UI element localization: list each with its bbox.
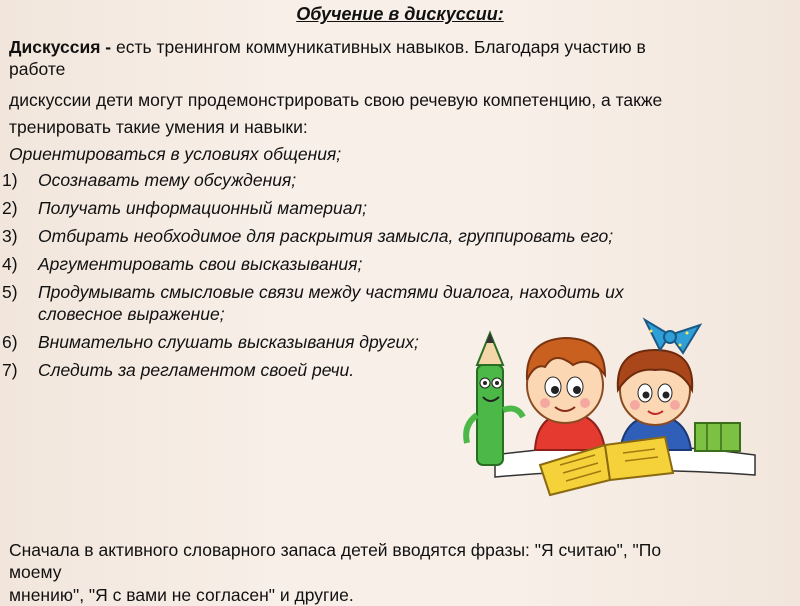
list-number: 6) [2, 332, 18, 352]
intro-line-3: дискуссии дети могут продемонстрировать свою речевую компетенцию, а также [9, 90, 663, 110]
list-text: Осознавать тему обсуждения; [38, 170, 297, 190]
list-text: Аргументировать свои высказывания; [38, 254, 363, 274]
list-number: 4) [2, 254, 18, 274]
list-number: 2) [2, 198, 18, 218]
pencil-character [466, 333, 523, 465]
list-text: Продумывать смысловые связи между частями диалога, находить их [38, 282, 624, 302]
list-text: Внимательно слушать высказывания других; [38, 332, 419, 352]
children-reading-illustration [455, 305, 800, 510]
girl-character [618, 320, 700, 450]
intro-line-2: работе [9, 59, 66, 79]
intro-term: Дискуссия - [9, 37, 112, 57]
list-text: Получать информационный материал; [38, 198, 368, 218]
slide-title: Обучение в дискуссии: [296, 4, 504, 24]
list-number: 3) [2, 226, 18, 246]
list-number: 5) [2, 282, 18, 302]
list-number: 7) [2, 360, 18, 380]
footer-line-2: моему [9, 562, 62, 582]
lead-item: Ориентироваться в условиях общения; [9, 144, 342, 164]
intro-text-1: есть тренингом коммуникативных навыков. Благодаря участию в [111, 37, 646, 57]
intro-line-4: тренировать такие умения и навыки: [9, 117, 308, 137]
list-text: Следить за регламентом своей речи. [38, 360, 355, 380]
list-number: 1) [2, 170, 18, 190]
footer-line-1: Сначала в активного словарного запаса детей вводятся фразы: "Я считаю", "По [9, 540, 662, 560]
boy-character [527, 338, 605, 450]
books-stack [695, 423, 740, 451]
list-text: Отбирать необходимое для раскрытия замысла, группировать его; [38, 226, 614, 246]
list-text-continued: словесное выражение; [38, 304, 225, 324]
intro-line-1 [9, 36, 646, 58]
footer-line-3: мнению", "Я с вами не согласен" и другие. [9, 585, 354, 605]
